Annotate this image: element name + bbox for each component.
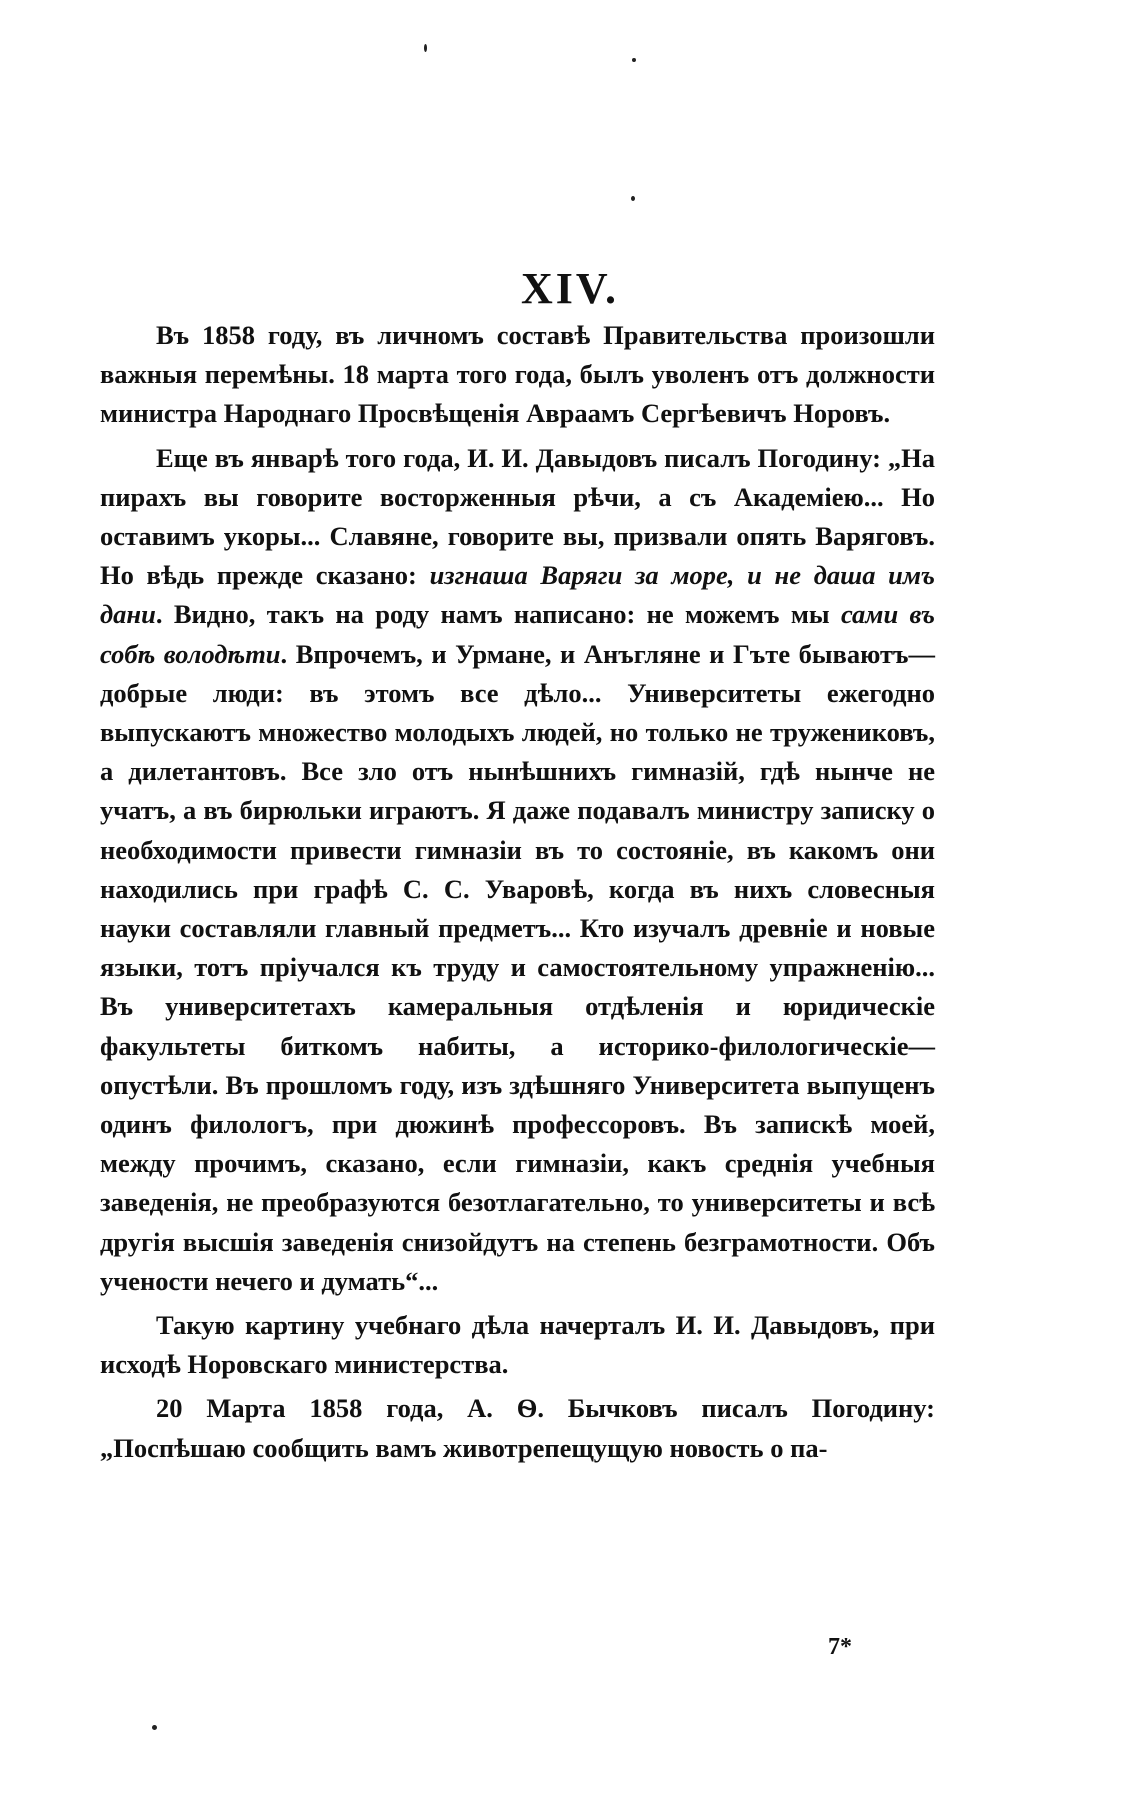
scan-speck: [632, 58, 636, 62]
quote-text: . Впрочемъ, и Урмане, и Анъгляне и Гъте бываютъ—добрые люди: въ этомъ все дѣло... Университеты ежегодно выпускаютъ множество молодыхъ людей, но только не тружениковъ, а дилетантовъ. Все зло отъ нынѣшнихъ гимназій, гдѣ нынче не учатъ, а въ бирюльки играютъ. Я даже подавалъ министру записку о необходимости привести гимназіи въ то состояніе, въ какомъ они находились при графѣ С. С. Уваровѣ, когда въ нихъ словесныя науки составляли главный предметъ... Кто изучалъ древніе и новые языки, тотъ пріучался къ труду и самостоятельному упражненію... Въ университетахъ камеральныя отдѣленія и юридическіе факультеты биткомъ набиты, а историко-филологическіе—опустѣли. Въ прошломъ году, изъ здѣшняго Университета выпущенъ одинъ филологъ, при дюжинѣ профессоровъ. Въ запискѣ моей, между прочимъ, сказано, если гимназіи, какъ среднія учебныя заведенія, не преобразуются безотлагательно, то университеты и всѣ другія высшія заведенія снизойдутъ на степень безграмотности. Объ учености нечего и думать“...: [100, 638, 935, 1296]
body-text: [100, 316, 935, 1473]
quote-text: Еще въ январѣ того года, И. И. Давыдовъ писалъ Погодину: „На пирахъ вы говорите восторженныя рѣчи, а съ Академіею... Но оставимъ укоры... Славяне, говорите вы, призвали опять Варяговъ. Но вѣдь прежде сказано:: [100, 442, 935, 591]
paragraph: Въ 1858 году, въ личномъ составѣ Правительства произошли важныя перемѣны. 18 марта того года, былъ уволенъ отъ должности министра Народнаго Просвѣщенія Авраамъ Сергѣевичъ Норовъ.: [100, 320, 935, 429]
italic-quote: изгнаша Варяги за море, и не даша имъ дани: [100, 560, 935, 630]
scan-speck: [631, 196, 635, 201]
paragraph: 20 Марта 1858 года, А. Ѳ. Бычковъ писалъ Погодину: „Поспѣшаю сообщить вамъ животрепещущую новость о па-: [100, 1393, 935, 1463]
signature-mark: 7*: [828, 1634, 852, 1660]
paragraph: Такую картину учебнаго дѣла начерталъ И. И. Давыдовъ, при исходѣ Норовскаго министерства.: [100, 1310, 935, 1380]
paragraph-letter-quote: [100, 439, 935, 1301]
scan-speck: [152, 1725, 157, 1730]
chapter-title: XIV.: [520, 264, 619, 314]
italic-quote: сами въ собѣ володѣти: [100, 599, 936, 669]
quote-text: . Видно, такъ на роду намъ написано: не можемъ мы: [155, 599, 841, 630]
scan-speck: [424, 44, 427, 52]
